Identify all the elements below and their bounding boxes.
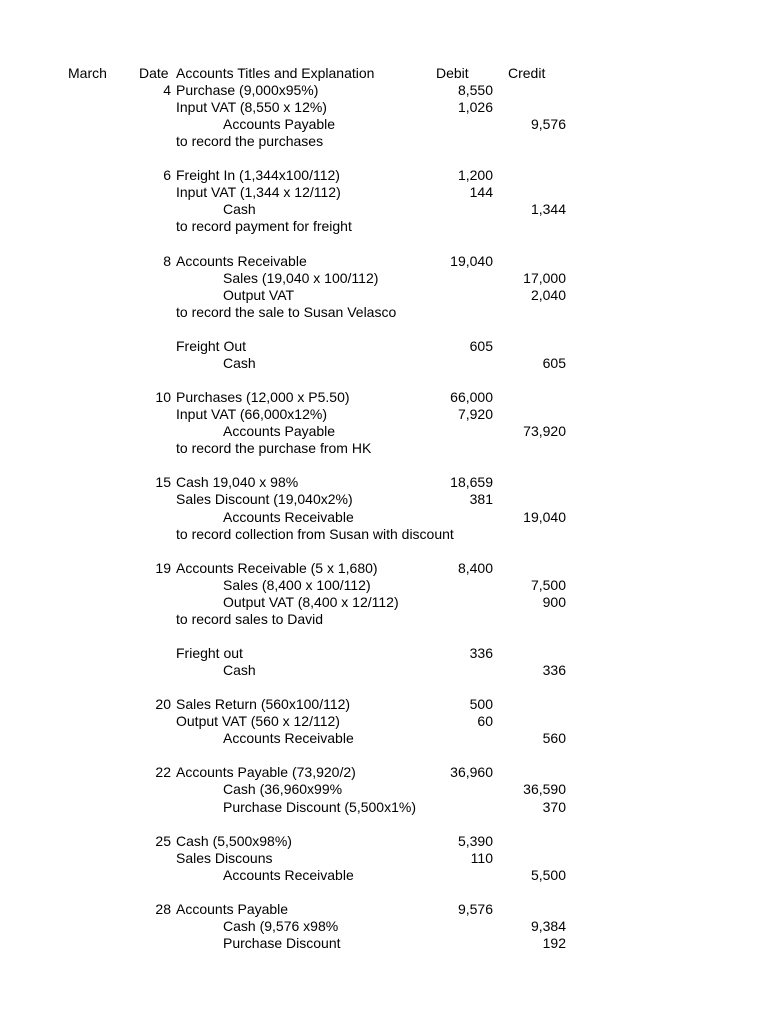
entry-date: 28 — [155, 900, 171, 917]
entry-date: 15 — [155, 474, 171, 491]
entry-debit: 1,200 — [457, 167, 493, 184]
header-account-titles: Accounts Titles and Explanation — [176, 65, 375, 81]
journal-row — [0, 304, 768, 321]
entry-date: 6 — [163, 167, 171, 184]
entry-debit: 144 — [469, 184, 493, 201]
journal-row — [0, 218, 768, 235]
entry-credit: 17,000 — [523, 269, 566, 286]
journal-row — [0, 270, 768, 287]
journal-row — [0, 491, 768, 508]
entry-credit: 605 — [542, 354, 566, 371]
journal-row — [0, 99, 768, 116]
entry-account: to record sales to David — [176, 610, 324, 627]
journal-row — [0, 406, 768, 423]
entry-account: Sales Return (560x100/112) — [176, 696, 351, 713]
journal-row — [0, 867, 768, 884]
entry-debit: 381 — [469, 491, 493, 508]
entry-credit: 900 — [542, 593, 566, 610]
entry-credit: 36,590 — [523, 781, 566, 798]
entry-date: 4 — [163, 82, 171, 98]
entry-credit: 19,040 — [523, 508, 566, 525]
entry-date: 20 — [155, 696, 171, 713]
entry-account: Accounts Receivable — [223, 730, 354, 747]
journal-row — [0, 509, 768, 526]
journal-row — [0, 594, 768, 611]
entry-account: Purchase (9,000x95%) — [176, 82, 319, 98]
entry-debit: 5,390 — [457, 832, 493, 849]
journal-row — [0, 799, 768, 816]
journal-row — [0, 116, 768, 133]
journal-row — [0, 696, 768, 713]
journal-row — [0, 474, 768, 491]
entry-credit: 370 — [542, 798, 566, 815]
journal-row — [0, 833, 768, 850]
entry-debit: 9,576 — [457, 900, 493, 917]
journal-row — [0, 935, 768, 952]
entry-account: Output VAT (8,400 x 12/112) — [223, 593, 399, 610]
journal-row — [0, 611, 768, 628]
entry-account: Cash — [223, 201, 256, 218]
entry-account: Output VAT — [223, 286, 295, 303]
entry-account: Accounts Receivable — [223, 508, 354, 525]
journal-row — [0, 781, 768, 798]
journal-row — [0, 423, 768, 440]
header-date: Date — [139, 65, 169, 81]
entry-account: Sales (8,400 x 100/112) — [223, 576, 371, 593]
entry-account: Accounts Receivable (5 x 1,680) — [176, 559, 378, 576]
journal-row — [0, 764, 768, 781]
journal-row — [0, 918, 768, 935]
entry-debit: 336 — [469, 644, 493, 661]
journal-row — [0, 713, 768, 730]
journal-row — [0, 338, 768, 355]
journal-row — [0, 82, 768, 99]
journal-row — [0, 133, 768, 150]
entry-credit: 73,920 — [523, 423, 566, 440]
journal-row — [0, 662, 768, 679]
entry-debit: 36,960 — [450, 764, 493, 781]
entry-debit: 66,000 — [450, 389, 493, 406]
entry-debit: 110 — [470, 849, 493, 866]
entry-account: to record the sale to Susan Velasco — [176, 303, 397, 320]
entry-credit: 7,500 — [530, 576, 566, 593]
entry-credit: 9,576 — [530, 116, 566, 133]
entry-account: Cash — [223, 662, 256, 679]
entry-account: Cash (9,576 x98% — [223, 917, 339, 934]
entry-account: to record the purchase from HK — [176, 440, 372, 457]
entry-date: 8 — [163, 252, 171, 269]
journal-row — [0, 184, 768, 201]
entry-account: Input VAT (8,550 x 12%) — [176, 99, 327, 116]
journal-row — [0, 526, 768, 543]
journal-row — [0, 560, 768, 577]
entry-date: 22 — [155, 764, 171, 781]
entry-date: 25 — [155, 832, 171, 849]
entry-account: Cash (36,960x99% — [223, 781, 343, 798]
entry-credit: 5,500 — [530, 866, 566, 883]
journal-row — [0, 201, 768, 218]
header-credit: Credit — [508, 65, 546, 81]
entry-account: Accounts Payable — [176, 900, 289, 917]
entry-date: 19 — [155, 559, 171, 576]
entry-debit: 8,400 — [457, 559, 493, 576]
entry-account: Output VAT (560 x 12/112) — [176, 713, 340, 730]
entry-account: Purchase Discount — [223, 935, 341, 951]
entry-credit: 2,040 — [530, 286, 566, 303]
journal-row — [0, 440, 768, 457]
entry-account: Cash (5,500x98%) — [176, 832, 292, 849]
entry-account: Cash — [223, 354, 256, 371]
entry-credit: 192 — [542, 935, 566, 951]
entry-account: Frieght out — [176, 644, 243, 661]
entry-credit: 560 — [542, 730, 566, 747]
entry-debit: 60 — [477, 713, 493, 730]
entry-account: Purchase Discount (5,500x1%) — [223, 798, 416, 815]
journal-row — [0, 389, 768, 406]
journal-row — [0, 167, 768, 184]
journal-row — [0, 850, 768, 867]
journal-row — [0, 355, 768, 372]
entry-debit: 8,550 — [457, 82, 493, 98]
entry-account: to record payment for freight — [176, 218, 352, 235]
entry-account: Accounts Receivable — [223, 866, 354, 883]
journal-row — [0, 730, 768, 747]
entry-account: Accounts Payable (73,920/2) — [176, 764, 356, 781]
entry-account: Freight Out — [176, 337, 247, 354]
entry-account: to record the purchases — [176, 133, 324, 150]
entry-debit: 18,659 — [450, 474, 493, 491]
entry-account: Cash 19,040 x 98% — [176, 474, 299, 491]
entry-account: Purchases (12,000 x P5.50) — [176, 389, 350, 406]
entry-account: Accounts Payable — [223, 423, 336, 440]
journal-row — [0, 645, 768, 662]
journal-header-row — [0, 65, 768, 82]
entry-debit: 1,026 — [457, 99, 493, 116]
entry-debit: 19,040 — [450, 252, 493, 269]
entry-credit: 9,384 — [530, 917, 566, 934]
entry-debit: 605 — [469, 337, 493, 354]
entry-date: 10 — [155, 389, 171, 406]
entry-account: Accounts Receivable — [176, 252, 307, 269]
entry-account: to record collection from Susan with discount — [176, 525, 454, 542]
entry-account: Sales Discount (19,040x2%) — [176, 491, 353, 508]
entry-credit: 336 — [542, 662, 566, 679]
journal-row — [0, 253, 768, 270]
entry-account: Accounts Payable — [223, 116, 336, 133]
entry-account: Freight In (1,344x100/112) — [176, 167, 340, 184]
entry-debit: 7,920 — [457, 406, 493, 423]
journal-row — [0, 901, 768, 918]
journal-row — [0, 577, 768, 594]
entry-account: Input VAT (1,344 x 12/112) — [176, 184, 341, 201]
entry-account: Input VAT (66,000x12%) — [176, 406, 327, 423]
journal-row — [0, 287, 768, 304]
entry-credit: 1,344 — [530, 201, 566, 218]
entry-account: Sales (19,040 x 100/112) — [223, 269, 379, 286]
header-debit: Debit — [436, 65, 469, 81]
header-month: March — [68, 65, 107, 81]
entry-account: Sales Discouns — [176, 849, 273, 866]
entry-debit: 500 — [469, 696, 493, 713]
